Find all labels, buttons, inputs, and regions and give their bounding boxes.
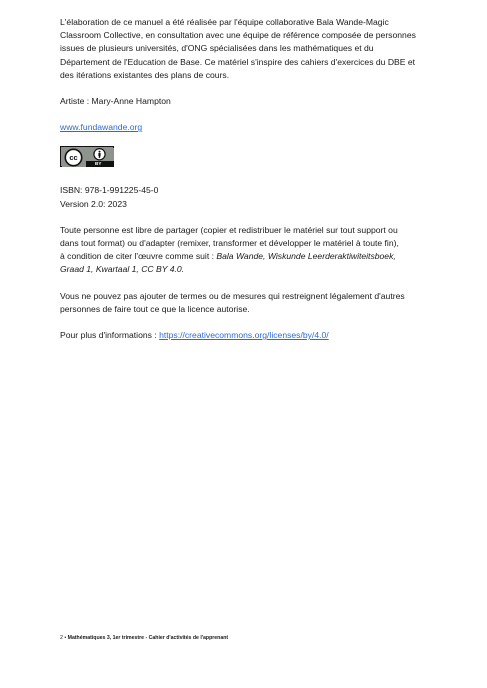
license-attribution-title: Bala Wande, Wiskunde Leerderaktiwiteitsboek, [216,251,396,262]
intro-line: des itérations existantes des plans de cours. [60,69,230,80]
cc-by-badge-graphic [61,147,115,168]
more-info-line [60,329,432,342]
restriction-line: Vous ne pouvez pas ajouter de termes ou de mesures qui restreignent légalement d'autres [60,290,405,301]
cc-by-label: BY [95,161,102,167]
intro-line: L'élaboration de ce manuel a été réalisée par l'équipe collaborative Bala Wande-Magic [60,17,389,27]
license-line: Toute personne est libre de partager (copier et redistribuer le matériel sur tout support ou [60,224,398,235]
license-attribution-title-cont: Graad 1, Kwartaal 1, CC BY 4.0. [60,264,185,275]
isbn-text: ISBN: 978-1-991225-45-0 [60,185,159,196]
license-line [60,250,432,263]
intro-line: Département de l'Education de Base. Ce matériel s'inspire des cahiers d'exercices du DBE et [60,56,416,67]
footer-dash: - [145,635,148,641]
isbn-block [60,184,432,210]
page-footer [60,635,228,642]
footer-subtitle: Cahier d'activités de l'apprenant [148,635,229,641]
artist-credit: Artiste : Mary-Anne Hampton [60,96,171,107]
more-info-label: Pour plus d'informations : [60,330,160,341]
page-content [60,16,432,342]
intro-line: Classroom Collective, en consultation avec une équipe de référence composée de personnes [60,30,416,41]
intro-line: issues de plusieurs universités, d'ONG spécialisées dans les mathématiques et du [60,43,374,54]
page-number: 2 [60,635,63,641]
license-attribution-prefix: à condition de citer l'œuvre comme suit : [60,251,217,262]
intro-paragraph [60,16,432,82]
restriction-line: personnes de faire tout ce que la licence autorise. [60,303,250,314]
version-text: Version 2.0: 2023 [60,198,127,209]
license-line: dans tout format) ou d'adapter (remixer, transformer et développer le matériel à toute fin), [60,238,399,249]
website-link[interactable]: www.fundawande.org [60,122,143,133]
license-url-link[interactable]: https://creativecommons.org/licenses/by/4.0/ [159,330,329,341]
svg-text:cc: cc [69,153,78,163]
footer-title: Mathématiques 3, 1er trimestre [67,635,145,641]
website-line [60,121,432,134]
license-paragraph [60,224,432,277]
cc-by-badge[interactable] [60,146,114,167]
footer-bullet: • [64,635,67,641]
restriction-paragraph [60,290,432,316]
